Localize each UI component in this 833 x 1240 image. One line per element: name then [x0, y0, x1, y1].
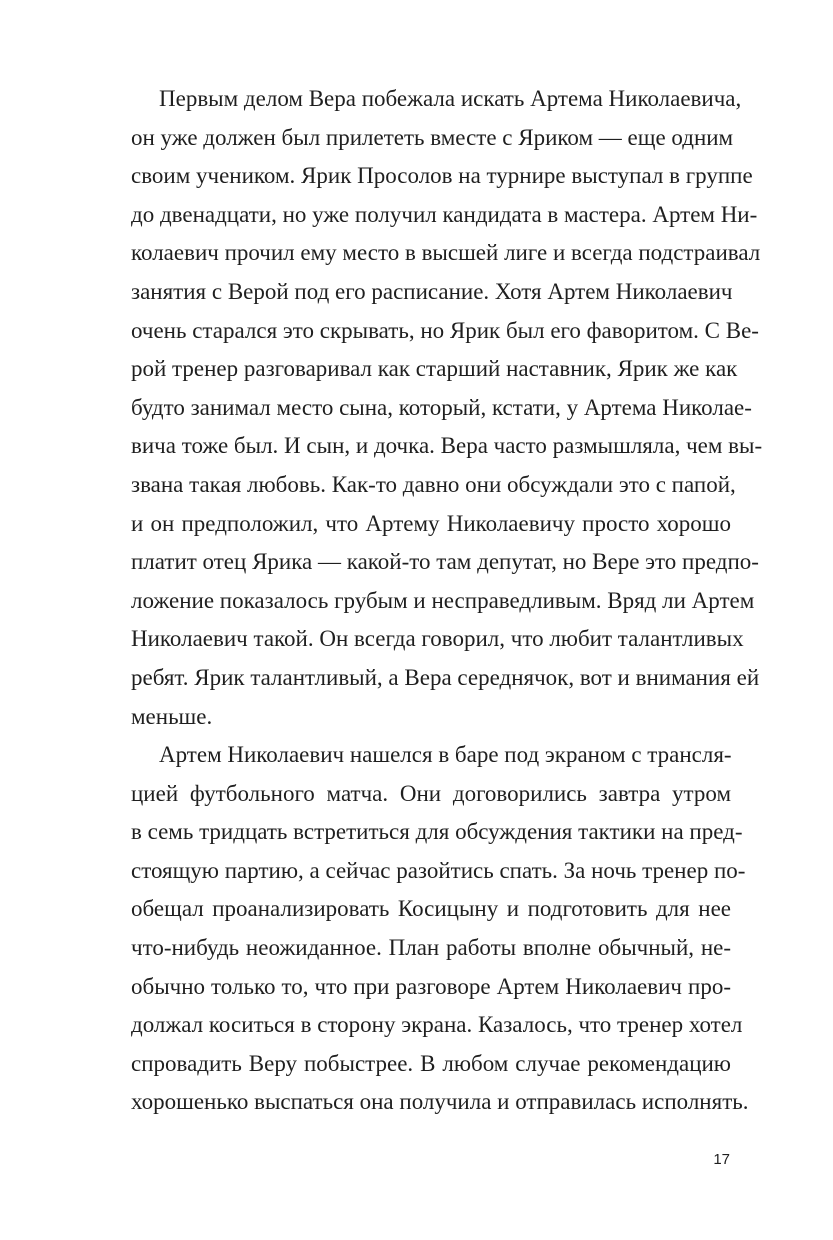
paragraph-1-line-4: до двенадцати, но уже получил кандидата в мастера. Артем Ни- [131, 201, 758, 227]
paragraph-2-line-1: Артем Николаевич нашелся в баре под экраном с трансля- [159, 742, 732, 768]
paragraph-1-line-16: ребят. Ярик талантливый, а Вера середнячок, вот и внимания ей [131, 664, 760, 690]
paragraph-2-line-6: что-нибудь неожиданное. План работы вполне обычный, не- [131, 935, 731, 961]
paragraph-1-line-14: ложение показалось грубым и несправедливым. Вряд ли Артем [131, 587, 755, 613]
paragraph-2-line-7: обычно только то, что при разговоре Артем Николаевич про- [131, 973, 731, 999]
paragraph-2-line-3: в семь тридцать встретиться для обсуждения тактики на пред- [131, 819, 743, 845]
paragraph-1-line-13: платит отец Ярика — какой-то там депутат, но Вере это предпо- [131, 549, 759, 575]
paragraph-1-line-3: своим учеником. Ярик Просолов на турнире выступал в группе [131, 163, 753, 189]
paragraph-2-line-9: спровадить Веру побыстрее. В любом случае рекомендацию [131, 1050, 731, 1076]
paragraph-1-line-2: он уже должен был прилететь вместе с Яриком — еще одним [131, 124, 734, 150]
paragraph-1-line-12: и он предположил, что Артему Николаевичу просто хорошо [131, 510, 731, 536]
paragraph-1-line-8: рой тренер разговаривал как старший наставник, Ярик же как [131, 356, 738, 382]
paragraph-2-line-10: хорошенько выспаться она получила и отправилась исполнять. [131, 1089, 749, 1115]
paragraph-1-line-15: Николаевич такой. Он всегда говорил, что любит талантливых [131, 626, 744, 652]
paragraph-1-line-11: звана такая любовь. Как-то давно они обсуждали это с папой, [131, 471, 736, 497]
paragraph-1-line-5: колаевич прочил ему место в высшей лиге и всегда подстраивал [131, 240, 761, 266]
paragraph-1-line-1: Первым делом Вера побежала искать Артема Николаевича, [159, 86, 742, 111]
paragraph-1-line-9: будто занимал место сына, который, кстати, у Артема Николае- [131, 394, 752, 420]
paragraph-2-line-4: стоящую партию, а сейчас разойтись спать. За ночь тренер по- [131, 857, 746, 883]
page-number: 17 [713, 1151, 730, 1168]
paragraph-1-line-6: занятия с Верой под его расписание. Хотя Артем Николаевич [131, 278, 733, 304]
paragraph-1-line-7: очень старался это скрывать, но Ярик был его фаворитом. С Ве- [131, 317, 759, 343]
paragraph-1-line-17: меньше. [131, 703, 213, 729]
body-text [131, 80, 763, 1122]
paragraph-1-line-10: вича тоже был. И сын, и дочка. Вера часто размышляла, чем вы- [131, 433, 763, 459]
paragraph-2-line-8: должал коситься в сторону экрана. Казалось, что тренер хотел [131, 1012, 743, 1038]
paragraph-2-line-2: цией футбольного матча. Они договорились завтра утром [131, 780, 731, 806]
paragraph-2-line-5: обещал проанализировать Косицыну и подготовить для нее [131, 896, 731, 922]
